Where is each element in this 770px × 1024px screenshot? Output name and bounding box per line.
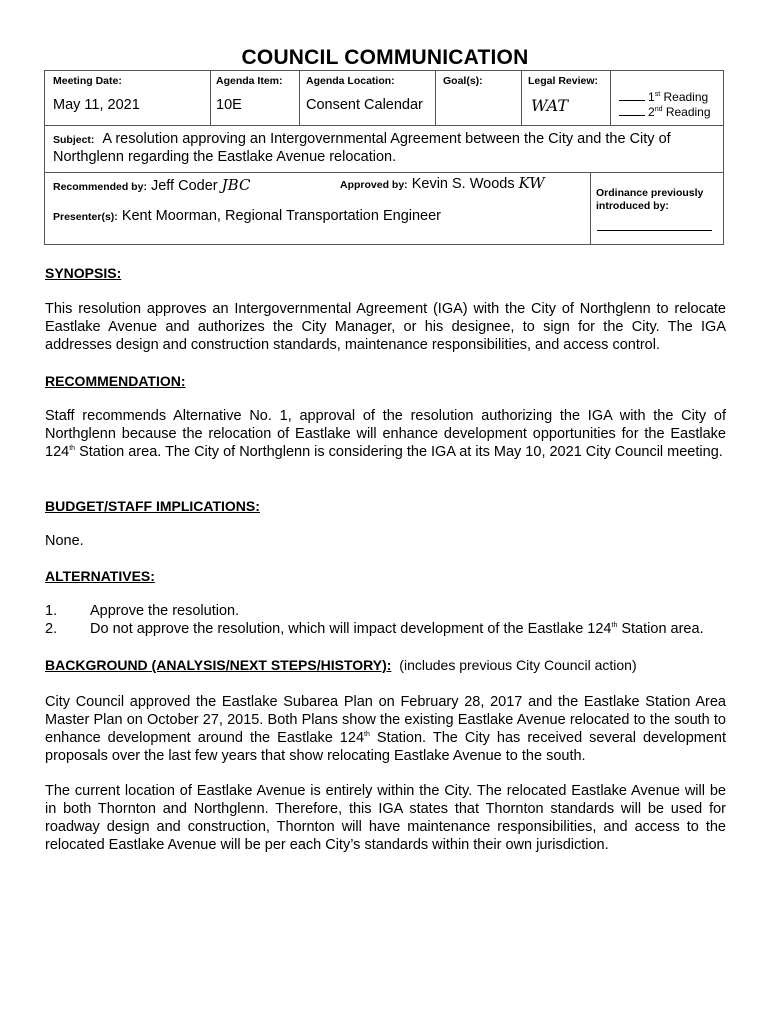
agenda-item-value: 10E: [216, 97, 242, 113]
background-note: (includes previous City Council action): [399, 657, 637, 673]
approved-by-initials: KW: [518, 174, 545, 192]
approved-by-name: Kevin S. Woods: [411, 176, 515, 192]
column-divider: [610, 71, 611, 125]
presenter-name: Kent Moorman, Regional Transportation Engineer: [121, 208, 441, 224]
column-divider: [299, 71, 300, 125]
agenda-item-label: Agenda Item:: [216, 75, 283, 87]
column-divider: [521, 71, 522, 125]
goals-label: Goal(s):: [443, 75, 483, 87]
background-paragraph-1: City Council approved the Eastlake Subarea Plan on February 28, 2017 and the Eastlake Station Area Master Plan on October 27, 2015. Both Plans show the existing Eastlake Avenue relocated to the south to enhance development around the Eastlake 124th Station. The City has received several development proposals over the last few years that show relocating Eastlake Avenue to the south.: [45, 694, 727, 764]
synopsis-heading: SYNOPSIS:: [45, 265, 122, 281]
meeting-date-value: May 11, 2021: [53, 97, 140, 113]
subject-text: A resolution approving an Intergovernmental Agreement between the City and the City of Northglenn regarding the Eastlake Avenue relocation.: [53, 131, 671, 165]
approved-by-label: Approved by:: [340, 179, 408, 191]
alternatives-heading: ALTERNATIVES:: [45, 568, 155, 584]
presenters: [53, 208, 441, 224]
ordinance-divider: [590, 173, 591, 245]
column-divider: [435, 71, 436, 125]
presenter-label: Presenter(s):: [53, 211, 118, 223]
meeting-date-label: Meeting Date:: [53, 75, 122, 87]
budget-heading: BUDGET/STAFF IMPLICATIONS:: [45, 498, 260, 514]
recommendation-text: Staff recommends Alternative No. 1, approval of the resolution authorizing the IGA with the City of Northglenn because the relocation of Eastlake will enhance development opportunities for the Eastlake 124th Station area. The City of Northglenn is considering the IGA at its May 10, 2021 City Council meeting.: [45, 408, 726, 460]
recommended-by-label: Recommended by:: [53, 181, 147, 193]
agenda-location-value: Consent Calendar: [306, 97, 423, 113]
agenda-location-label: Agenda Location:: [306, 75, 395, 87]
recommendation-heading: RECOMMENDATION:: [45, 373, 186, 389]
ordinance-blank-line: [597, 230, 712, 231]
background-heading: BACKGROUND (ANALYSIS/NEXT STEPS/HISTORY): (includes previous City Council action): [45, 657, 637, 673]
recommended-by-name: Jeff Coder: [150, 178, 218, 194]
subject-row: [53, 131, 721, 166]
background-paragraph-2: The current location of Eastlake Avenue is entirely within the City. The relocated Eastlake Avenue will be in both Thornton and Northglenn. Therefore, this IGA states that Thornton standards will be used for roadway design and construction, Thornton will have maintenance responsibilities, and access to the relocated Eastlake Avenue will be per each City’s standards within their own jurisdiction.: [45, 783, 726, 853]
recommended-by: [53, 176, 250, 194]
legal-review-label: Legal Review:: [528, 75, 599, 87]
subject-label: Subject:: [53, 134, 95, 146]
row-divider: [45, 125, 723, 126]
first-reading: 1st Reading: [619, 90, 708, 104]
approved-by: [340, 174, 545, 192]
page-title: COUNCIL COMMUNICATION: [241, 46, 529, 69]
recommended-by-initials: JBC: [221, 176, 251, 194]
column-divider: [210, 71, 211, 125]
synopsis-text: This resolution approves an Intergovernmental Agreement (IGA) with the City of Northglenn to relocate Eastlake Avenue and authorizes the City Manager, or his designee, to sign for the City. The IGA addresses design and construction standards, maintenance responsibilities, and access control.: [45, 301, 726, 353]
second-reading: 2nd Reading: [619, 105, 711, 119]
row-divider: [45, 172, 723, 173]
second-reading-blank: [619, 115, 645, 116]
first-reading-blank: [619, 100, 645, 101]
ordinance-label: Ordinance previously introduced by:: [596, 187, 704, 212]
legal-review-initials: WAT: [531, 96, 568, 115]
header-table: [44, 70, 724, 245]
budget-text: None.: [45, 533, 84, 549]
